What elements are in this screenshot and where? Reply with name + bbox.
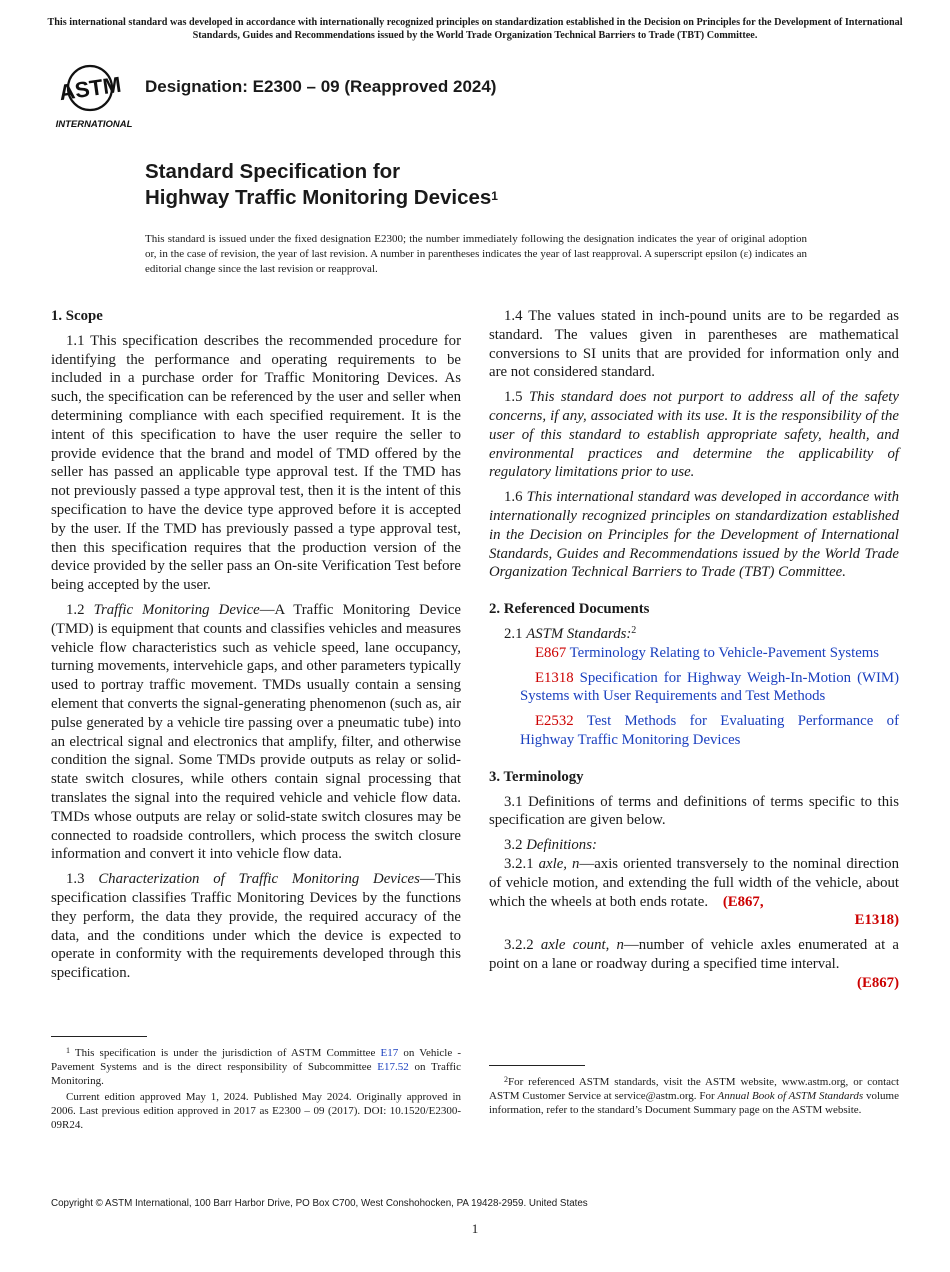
ref-code[interactable]: E867 [535,644,567,661]
wto-notice: This international standard was developed in accordance with internationally recognized principles on standardization established in the Decision on Principles for the Development of International Standards, Guides and Recommendations issued by the World Trade Organization Technical Barriers to Trade (TBT) Committee. [47,17,903,41]
para-1-5: 1.5 This standard does not purport to address all of the safety concerns, if any, associated with its use. It is the responsibility of the user of this standard to establish appropriate safety, health, and environmental practices and determine the applicability of regulatory limitations prior to use. [489,389,899,481]
title-footnote-mark[interactable]: 1 [491,189,498,203]
copyright: Copyright © ASTM International, 100 Barr Harbor Drive, PO Box C700, West Conshohocken, PA 19428-2959. United States [51,1198,588,1209]
ref-code[interactable]: E1318 [535,669,574,686]
ref-title[interactable]: Specification for Highway Weigh-In-Motion (WIM) Systems with User Requirements and Test Methods [520,669,899,705]
para-3-1: 3.1 Definitions of terms and definitions of terms specific to this specification are given below. [489,793,899,829]
logo-subtext: INTERNATIONAL [55,119,133,130]
term-characterization: Characterization of Traffic Monitoring Devices [98,871,420,888]
term-axle-count: axle count, n [540,937,624,954]
term-tmd: Traffic Monitoring Device [93,601,260,618]
right-column [489,307,899,993]
section-heading-referenced: 2. Referenced Documents [489,601,650,618]
para-3-2-2: 3.2.2 axle count, n—number of vehicle axles enumerated at a point on a lane or roadway during a specified time interval. [489,937,899,972]
xref-e1318[interactable]: E1318 [854,912,895,929]
ref-e1318[interactable] [489,669,899,707]
xref-line: E1318) [854,912,899,929]
xref-line: (E867) [857,974,899,991]
footnote-rule [489,1065,585,1066]
para-3-2-1: 3.2.1 axle, n—axis oriented transversely to the nominal direction of vehicle motion, and extending the full width of the vehicle, about which the wheels at both ends rotate. (E867, [489,855,899,910]
para-1-2: 1.2 Traffic Monitoring Device—A Traffic Monitoring Device (TMD) is equipment that counts and classifies vehicles and measures vehicle flow characteristics such as vehicle speed, lane occupancy, turning movements, intervehicle gaps, and other parameters typically used to portray traffic movement. TMDs usually contain a sensing element that converts the signal-generating phenomenon (such as, air pulse generated by a vehicle tire passing over a pneumatic tube) into an electrical signal and electronics that amplify, filter, and otherwise condition the signal. Some TMDs provide outputs as relay or solid-state switch closures, while others contain signal processing that translates the signal into the required vehicle and vehicle flow data. TMDs whose outputs are relay or solid-state switch closures may be connected to roadside controllers, which process the switch closure information and convert it into vehicle flow data. [51,601,461,863]
footnote-2: $^2$For referenced ASTM standards, visit the ASTM website, www.astm.org, or contact ASTM Customer Service at service@astm.org. For Annual Book of ASTM Standards volume information, refer to the standard’s Document Summary page on the ASTM website. [489,1075,899,1116]
document-title [145,159,498,211]
ref-e2532[interactable] [489,712,899,750]
issuance-notice: This standard is issued under the fixed designation E2300; the number immediately following the designation indicates the year of original adoption or, in the case of revision, the year of last revision. A number in parentheses indicates the year of last reapproval. A superscript epsilon (ε) indicates an editorial change since the last revision or reapproval. [145,233,807,275]
ref-e867[interactable] [489,644,899,663]
designation: Designation: E2300 – 09 (Reapproved 2024) [145,77,497,96]
para-1-3: 1.3 Characterization of Traffic Monitoring Devices—This specification classifies Traffic Monitoring Devices by the functions they perform, the data they provide, the required accuracy of the data, and the conditions under which the device is expected to operate in conformity with the requirements developed through this specification. [51,871,461,982]
left-column [51,307,461,989]
para-1-4: 1.4 The values stated in inch-pound units are to be regarded as standard. The values given in parentheses are mathematical conversions to SI units that are provided for information only and are not considered standard. [489,308,899,381]
ref-title[interactable]: Test Methods for Evaluating Performance of Highway Traffic Monitoring Devices [520,713,899,748]
subcommittee-link[interactable]: E17.52 [377,1061,409,1073]
logo-text: ASTM [57,71,123,106]
section-heading-terminology: 3. Terminology [489,768,584,785]
xref-e867[interactable]: E867 [861,974,895,991]
xref-e867[interactable]: E867 [727,893,760,910]
ref-code[interactable]: E2532 [535,713,574,730]
title-line-1: Standard Specification for [145,160,401,183]
committee-link[interactable]: E17 [380,1047,399,1059]
footnote-mark-2[interactable]: 2 [631,624,637,636]
title-line-2 [145,185,498,211]
para-1-1: 1.1 This specification describes the recommended procedure for identifying the performance and operating requirements to be included in a purchase order for Traffic Monitoring Devices. As such, the specification can be referenced by the user and seller when determining compliance with each specified requirement. It is the intent of this specification to have the user require the seller to provide evidence that the brand and model of TMD offered by the seller has passed an applicable type approval test. If the TMD has not previously passed a type approval test, then it is the intent of this specification to have the device type approved before it is accepted by the user. If the TMD has previously passed a type approval test, then this specification requires that the production version of the device provided by the seller pass an On-site Verification Test before being accepted by the user. [51,332,461,594]
footnote-1: $^1$ This specification is under the jurisdiction of ASTM Committee E17 on Vehicle - Pavement Systems and is the direct responsibility of Subcommittee E17.52 on Traffic Monitoring. Current edition approved May 1, 2024. Published May 2024. Originally approved in 2006. Last previous edition approved in 2017 as E2300 – 09 (2017). DOI: 10.1520/E2300-09R24. [51,1046,462,1131]
ref-title[interactable]: Terminology Relating to Vehicle-Pavement Systems [569,644,880,661]
title-text: Highway Traffic Monitoring Devices [145,186,492,209]
para-3-2: 3.2 Definitions: [504,837,597,854]
term-axle: axle, n [538,855,580,872]
page-number: 1 [471,1221,479,1236]
para-1-6: 1.6 This international standard was developed in accordance with internationally recognized principles on standardization established in the Decision on Principles for the Development of International Standards, Guides and Recommendations issued by the World Trade Organization Technical Barriers to Trade (TBT) Committee. [489,489,899,581]
section-heading-scope: 1. Scope [51,308,103,324]
footnote-rule [51,1036,147,1037]
para-2-1: 2.1 ASTM Standards:$^2$ [504,624,637,642]
astm-logo [54,58,134,130]
edition-note: Current edition approved May 1, 2024. Published May 2024. Originally approved in 2006. Last previous edition approved in 2017 as E2300 – 09 (2017). DOI: 10.1520/E2300-09R24. [51,1091,461,1131]
